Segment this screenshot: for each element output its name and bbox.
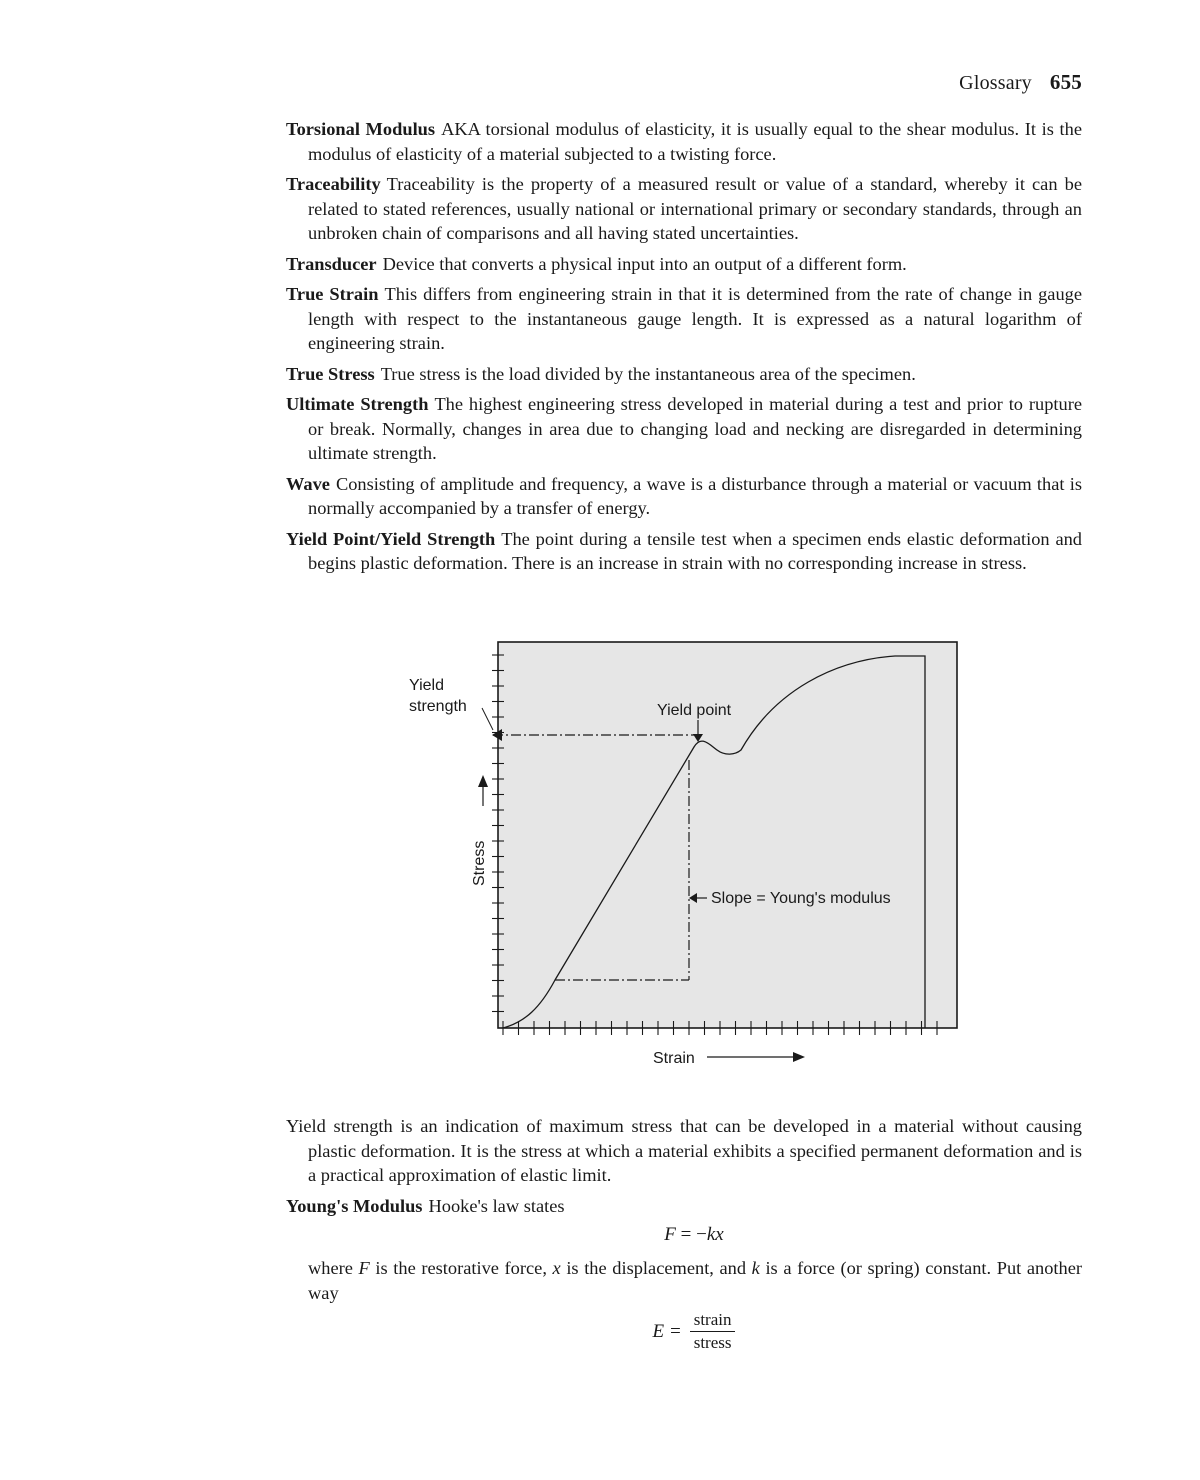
entry-definition: Hooke's law states: [428, 1195, 565, 1216]
formula-explanation: [286, 1256, 1082, 1305]
glossary-entry-true-strain: [286, 282, 1082, 356]
entry-term: Wave: [286, 473, 330, 494]
entry-definition: The highest engineering stress developed in material during a test and prior to rupture or break. Normally, changes in area due to changing load and necking are disregarded in determining ultimate strength.: [308, 394, 1082, 463]
youngs-modulus-formula: [306, 1309, 1082, 1354]
hookes-law-formula: [306, 1224, 1082, 1246]
entry-term: True Strain: [286, 284, 379, 304]
glossary-entry-torsional-modulus: [286, 117, 1082, 166]
entry-term: Transducer: [286, 253, 377, 274]
glossary-entry-true-stress: [286, 362, 1082, 387]
entry-definition: Traceability is the property of a measured result or value of a standard, whereby it can be related to stated references, usually national or international primary or secondary standards, through an unbroken chain of comparisons and all having stated uncertainties.: [308, 174, 1082, 243]
entry-term: Yield Point/Yield Strength: [286, 528, 496, 549]
glossary-entries: [286, 117, 1082, 582]
stress-axis-arrowhead: [478, 775, 488, 787]
entry-term: Torsional Modulus: [286, 119, 436, 139]
formula-rhs: kx: [706, 1224, 724, 1245]
variable-x: x: [552, 1258, 561, 1278]
entry-definition: This differs from engineering strain in that it is determined from the rate of change in gauge length with respect to the instantaneous gauge length. It is expressed as a natural logarithm of engineering strain.: [308, 284, 1083, 353]
variable-f: F: [358, 1258, 370, 1278]
glossary-entry-youngs-modulus: [286, 1194, 1082, 1219]
lower-text: [286, 1114, 1082, 1354]
running-header: [959, 70, 1082, 95]
glossary-entry-ultimate-strength: [286, 392, 1082, 466]
yield-strength-label-line2: strength: [409, 698, 467, 715]
explanation-text: is the displacement, and: [560, 1258, 752, 1278]
explanation-text: is the restorative force,: [369, 1258, 553, 1278]
strain-axis-label: Strain: [653, 1050, 695, 1067]
fraction: [690, 1309, 736, 1354]
yield-strength-paragraph: Yield strength is an indication of maximum stress that can be developed in a material without causing plastic deformation. It is the stress at which a material exhibits a specified permanent deformation and is a practical approximation of elastic limit.: [286, 1116, 1082, 1185]
yield-point-label: Yield point: [657, 702, 732, 719]
fraction-denominator: stress: [693, 1333, 732, 1352]
page-number: 655: [1049, 70, 1082, 94]
plot-area: [498, 642, 957, 1028]
formula-operator: = −: [675, 1224, 707, 1245]
entry-definition: Device that converts a physical input into an output of a different form.: [382, 253, 907, 274]
entry-term: True Stress: [286, 363, 375, 384]
header-section-title: Glossary: [959, 72, 1032, 94]
glossary-entry-traceability: [286, 172, 1082, 246]
entry-term: Traceability: [286, 174, 381, 194]
glossary-entry-transducer: [286, 252, 1082, 277]
glossary-entry-yield-point: [286, 527, 1082, 576]
explanation-text: where: [308, 1258, 359, 1278]
glossary-entry-wave: [286, 472, 1082, 521]
formula-lhs: F: [664, 1224, 676, 1245]
entry-definition: True stress is the load divided by the instantaneous area of the specimen.: [380, 363, 916, 384]
entry-term: Ultimate Strength: [286, 394, 429, 414]
explanation-text: is a force (or spring) constant. Put another way: [308, 1258, 1083, 1303]
yield-strength-label-line1: Yield: [409, 677, 444, 694]
strain-axis-arrowhead: [793, 1052, 805, 1062]
stress-axis-label: Stress: [471, 840, 488, 886]
entry-term: Young's Modulus: [286, 1195, 423, 1216]
fraction-lhs: E =: [652, 1320, 682, 1342]
entry-definition: The point during a tensile test when a specimen ends elastic deformation and begins plastic deformation. There is an increase in strain with no corresponding increase in stress.: [308, 528, 1083, 573]
fraction-numerator: strain: [690, 1309, 736, 1332]
slope-label: Slope = Young's modulus: [711, 890, 891, 907]
yield-strength-arrowhead: [492, 729, 502, 741]
stress-strain-diagram: [395, 630, 985, 1080]
entry-definition: AKA torsional modulus of elasticity, it is usually equal to the shear modulus. It is the modulus of elasticity of a material subjected to a twisting force.: [308, 119, 1082, 164]
variable-k: k: [751, 1258, 760, 1278]
yield-strength-leader-line: [482, 708, 493, 730]
entry-definition: Consisting of amplitude and frequency, a wave is a disturbance through a material or vacuum that is normally accompanied by a transfer of energy.: [308, 473, 1082, 518]
stress-strain-figure: [395, 630, 985, 1080]
